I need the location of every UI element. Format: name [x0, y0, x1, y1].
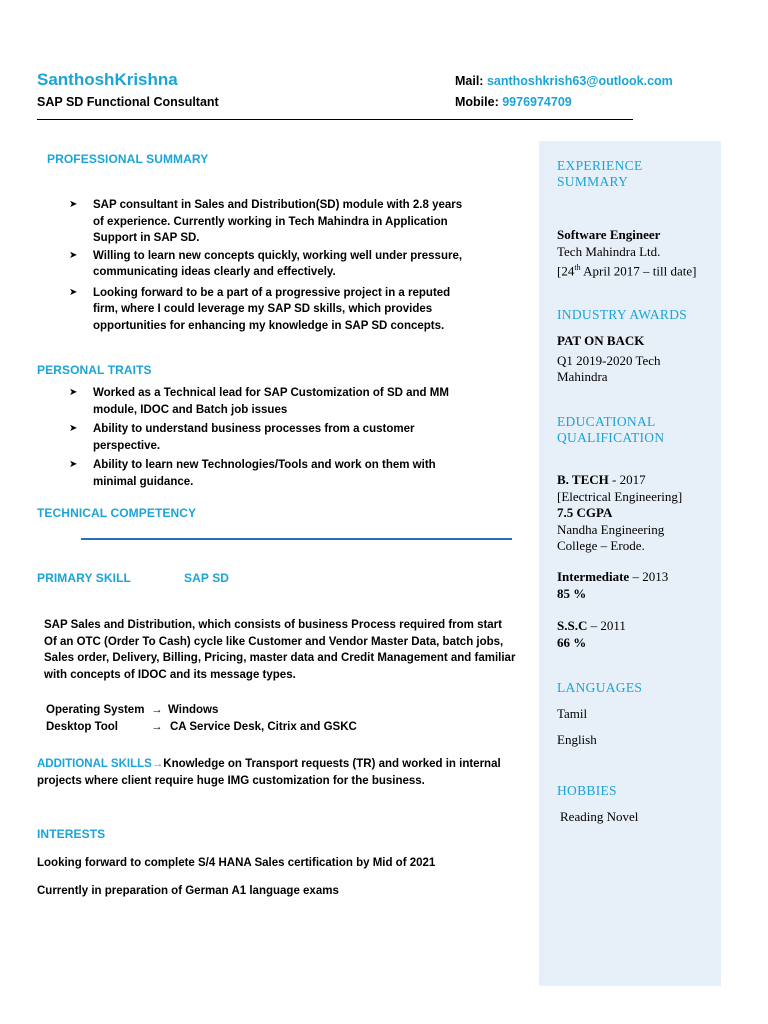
industry-awards-heading: INDUSTRY AWARDS	[557, 307, 688, 322]
additional-skills-text-2: projects where client require huge IMG customization for the business.	[37, 774, 425, 787]
languages-heading: LANGUAGES	[557, 680, 643, 695]
list-item: ➤ Worked as a Technical lead for SAP Customization of SD and MM module, IDOC and Batch job issues	[69, 387, 449, 416]
hobby-item: Reading Novel	[560, 809, 639, 824]
interests-heading: INTERESTS	[37, 827, 106, 841]
interest-item: Currently in preparation of German A1 language exams	[37, 885, 339, 897]
desktop-tool-label: Desktop Tool	[46, 721, 118, 733]
personal-traits-heading: PERSONAL TRAITS	[37, 363, 152, 377]
award-details: PAT ON BACK Q1 2019-2020 Tech Mahindra	[557, 333, 661, 384]
award-name: PAT ON BACK	[557, 333, 645, 348]
candidate-name: SanthoshKrishna	[37, 70, 178, 89]
arrow-right-icon: →	[151, 704, 163, 716]
list-item: ➤ SAP consultant in Sales and Distribution(SD) module with 2.8 years of experience. Currently working in Tech Mahindra in Application Support in SAP SD.	[69, 199, 463, 244]
experience-company: Tech Mahindra Ltd.	[557, 243, 661, 259]
educational-qualification-heading: EDUCATIONAL QUALIFICATION	[557, 414, 665, 445]
additional-skills	[37, 756, 501, 789]
header-divider	[37, 119, 633, 120]
arrow-bullet-icon: ➤	[69, 423, 78, 434]
hobbies-heading: HOBBIES	[557, 783, 617, 798]
arrow-bullet-icon: ➤	[69, 199, 78, 210]
list-item: ➤ Ability to understand business processes from a customer perspective.	[69, 423, 415, 452]
ssc-details: S.S.C – 2011 66 %	[557, 618, 626, 650]
operating-system-value: Windows	[168, 704, 219, 716]
primary-skill-label: PRIMARY SKILL	[37, 571, 131, 585]
list-item: ➤ Looking forward to be a part of a progressive project in a reputed firm, where I could leverage my SAP SD skills, which provides opportunities for enhancing my knowledge in SAP SD concepts.	[69, 286, 451, 332]
education-details: B. TECH - 2017 [Electrical Engineering] 7.5 CGPA Nandha Engineering College – Erode.	[557, 472, 683, 553]
personal-traits-list	[69, 385, 474, 491]
experience-role: Software Engineer	[557, 227, 661, 242]
operating-system-label: Operating System	[46, 704, 145, 716]
experience-period: [24th April 2017 – till date]	[557, 263, 697, 279]
section-divider	[81, 538, 512, 540]
arrow-bullet-icon: ➤	[69, 249, 78, 261]
mobile-line	[455, 95, 572, 109]
degree: B. TECH	[557, 472, 609, 487]
experience-details	[557, 227, 696, 280]
mail-link[interactable]: santhoshkrish63@outlook.com	[486, 74, 673, 88]
arrow-bullet-icon: ➤	[69, 286, 78, 298]
mail-line	[455, 74, 673, 88]
arrow-right-icon: →	[151, 721, 163, 733]
arrow-bullet-icon: ➤	[69, 459, 78, 470]
list-item: ➤ Willing to learn new concepts quickly, working well under pressure, communicating ideas clearly and effectively.	[69, 249, 463, 278]
interest-item: Looking forward to complete S/4 HANA Sales certification by Mid of 2021	[37, 857, 436, 869]
intermediate-details: Intermediate – 2013 85 %	[557, 569, 669, 601]
arrow-bullet-icon: ➤	[69, 387, 78, 398]
mobile-number: 9976974709	[502, 95, 572, 109]
mail-label: Mail:	[455, 74, 487, 88]
job-title: SAP SD Functional Consultant	[37, 95, 219, 109]
mobile-label: Mobile:	[455, 95, 503, 109]
language-item: Tamil	[557, 706, 588, 721]
professional-summary-heading: PROFESSIONAL SUMMARY	[47, 152, 209, 166]
technical-competency-heading: TECHNICAL COMPETENCY	[37, 506, 197, 520]
additional-skills-text: Knowledge on Transport requests (TR) and worked in internal	[163, 758, 501, 770]
arrow-right-icon: →	[151, 758, 164, 770]
professional-summary-list	[69, 197, 474, 335]
desktop-tool-value: CA Service Desk, Citrix and GSKC	[170, 721, 357, 733]
language-item: English	[557, 732, 597, 747]
primary-skill-value: SAP SD	[184, 571, 230, 585]
experience-summary-heading: EXPERIENCE SUMMARY	[557, 158, 643, 189]
list-item: ➤ Ability to learn new Technologies/Tools and work on them with minimal guidance.	[69, 459, 436, 488]
additional-skills-heading: ADDITIONAL SKILLS	[37, 758, 152, 770]
skill-description: SAP Sales and Distribution, which consists of business Process required from start Of an OTC (Order To Cash) cycle like Customer and Vendor Master Data, batch jobs, Sales order, Delivery, Billing, Pricing, master data and Credit Management and familiar with concepts of IDOC and its message types.	[44, 619, 516, 681]
